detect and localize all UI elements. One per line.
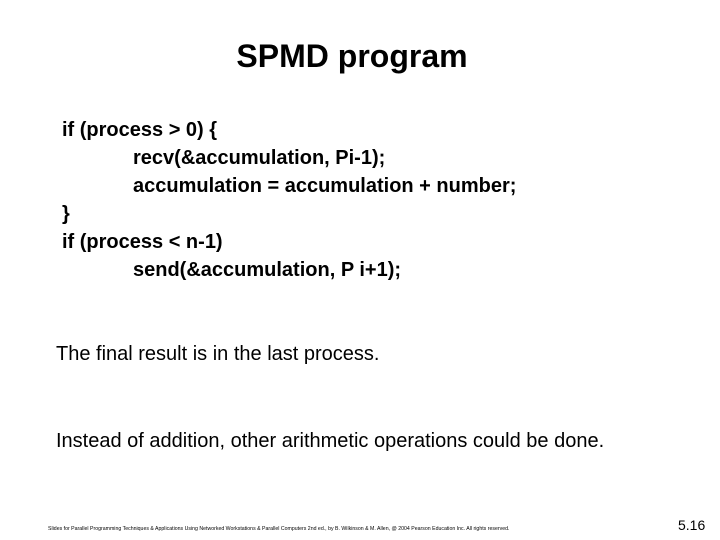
slide-footer: Slides for Parallel Programming Techniques & Applications Using Networked Workstations & Parallel Computers 2nd ed., by B. Wilkinson & M. Allen, @ 2004 Pearson Education Inc. All rights reserved.	[48, 526, 510, 532]
code-line-4: }	[62, 203, 70, 225]
operations-paragraph: Instead of addition, other arithmetic operations could be done.	[56, 430, 605, 452]
code-line-3: accumulation = accumulation + number;	[133, 175, 517, 197]
slide-title: SPMD program	[236, 38, 468, 74]
result-paragraph: The final result is in the last process.	[56, 343, 380, 365]
page-number: 5.16	[678, 517, 706, 533]
code-line-6: send(&accumulation, P i+1);	[133, 259, 402, 281]
code-line-2: recv(&accumulation, Pi-1);	[133, 147, 386, 169]
code-block	[62, 116, 702, 284]
code-line-5: if (process < n-1)	[62, 231, 223, 253]
code-line-1: if (process > 0) {	[62, 119, 218, 141]
